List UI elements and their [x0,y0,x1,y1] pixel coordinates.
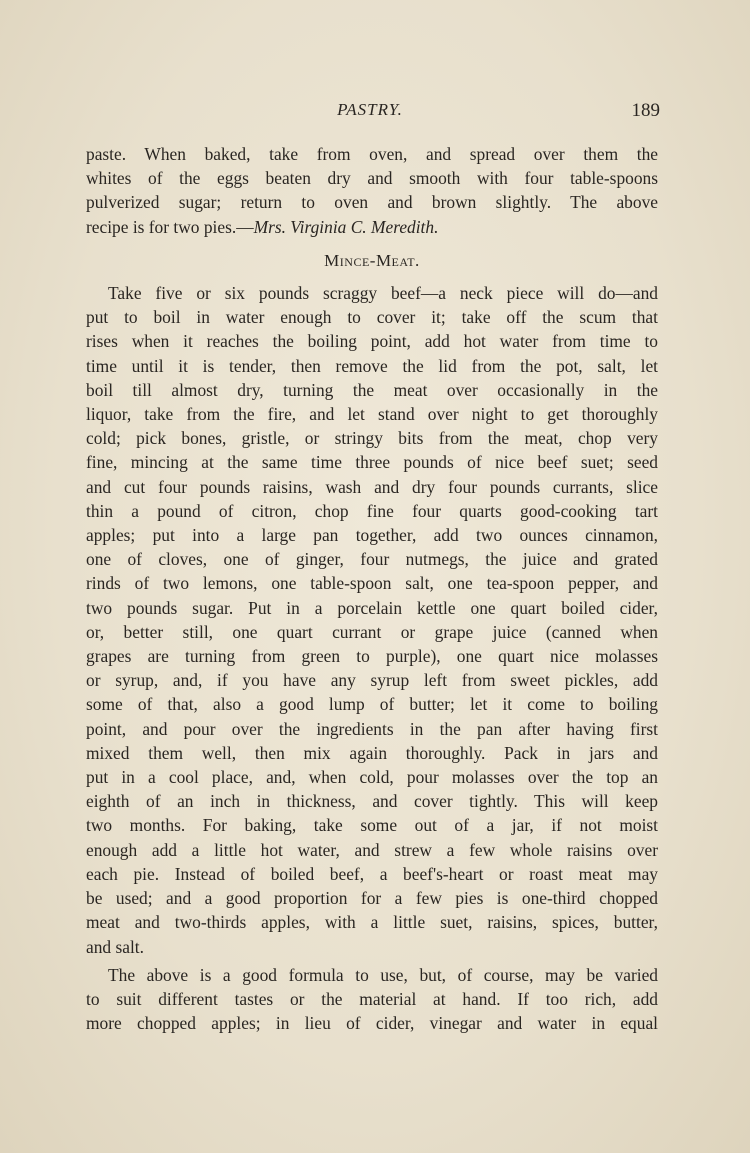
text-line: or syrup, and, if you have any syrup left from sweet pickles, add [86,670,658,691]
text-line: some of that, also a good lump of butter; let it come to boiling [86,694,658,715]
text-line [86,215,658,239]
text-line: and salt. [86,936,144,957]
text-line: boil till almost dry, turning the meat over occasionally in the [86,379,658,400]
text-line: to suit different tastes or the material at hand. If too rich, add [86,988,658,1009]
text-line: pulverized sugar; return to oven and brown slightly. The above [86,192,658,213]
text-line: enough add a little hot water, and strew a few whole raisins over [86,839,658,860]
text-line: each pie. Instead of boiled beef, a beef's-heart or roast meat may [86,863,658,884]
text-line: or, better still, one quart currant or grape juice (canned when [86,621,658,642]
text-line: more chopped apples; in lieu of cider, vinegar and water in equal [86,1013,658,1034]
text-line: eighth of an inch in thickness, and cover tightly. This will keep [86,791,658,812]
text-line: and cut four pounds raisins, wash and dry four pounds currants, slice [86,476,658,497]
text-line: Take five or six pounds scraggy beef—a neck piece will do—and [108,283,658,304]
text-line: point, and pour over the ingredients in the pan after having first [86,718,658,739]
text-line: rises when it reaches the boiling point, add hot water from time to [86,331,658,352]
text-line: two months. For baking, take some out of a jar, if not moist [86,815,658,836]
text-line: put in a cool place, and, when cold, pour molasses over the top an [86,767,658,788]
text-line: apples; put into a large pan together, add two ounces cinnamon, [86,525,658,546]
text-line: grapes are turning from green to purple), one quart nice molasses [86,646,658,667]
text-line: paste. When baked, take from oven, and spread over them the [86,144,658,164]
running-head [0,100,750,126]
formula-paragraph [86,963,658,1036]
text-line: two pounds sugar. Put in a porcelain kettle one quart boiled cider, [86,597,658,618]
text-line: rinds of two lemons, one table-spoon salt, one tea-spoon pepper, and [86,573,658,594]
text-line: time until it is tender, then remove the lid from the pot, salt, let [86,355,658,376]
text-line: whites of the eggs beaten dry and smooth with four table-spoons [86,168,658,189]
text-line: put to boil in water enough to cover it; take off the scum that [86,307,658,328]
intro-paragraph [86,142,658,239]
text-line: meat and two-thirds apples, with a little suet, raisins, spices, butter, [86,912,658,933]
section-heading: Mince-Meat. [324,250,420,270]
text-line: be used; and a good proportion for a few pies is one-third chopped [86,888,658,909]
text-line: cold; pick bones, gristle, or stringy bits from the meat, chop very [86,428,658,449]
intro-last-text: recipe is for two pies.— [86,216,254,237]
text-line: liquor, take from the fire, and let stand over night to get thoroughly [86,404,658,425]
text-line: one of cloves, one of ginger, four nutmegs, the juice and grated [86,549,658,570]
text-line: The above is a good formula to use, but, of course, may be varied [108,964,658,985]
attribution: Mrs. Virginia C. Meredith. [253,216,439,237]
text-line: fine, mincing at the same time three pounds of nice beef suet; seed [86,452,658,473]
text-block [86,142,658,1035]
page-number: 189 [631,100,660,121]
text-line: mixed them well, then mix again thoroughly. Pack in jars and [86,742,658,763]
text-line: thin a pound of citron, chop fine four quarts good-cooking tart [86,500,658,521]
mince-meat-paragraph [86,281,658,959]
running-title: PASTRY. [337,100,403,119]
